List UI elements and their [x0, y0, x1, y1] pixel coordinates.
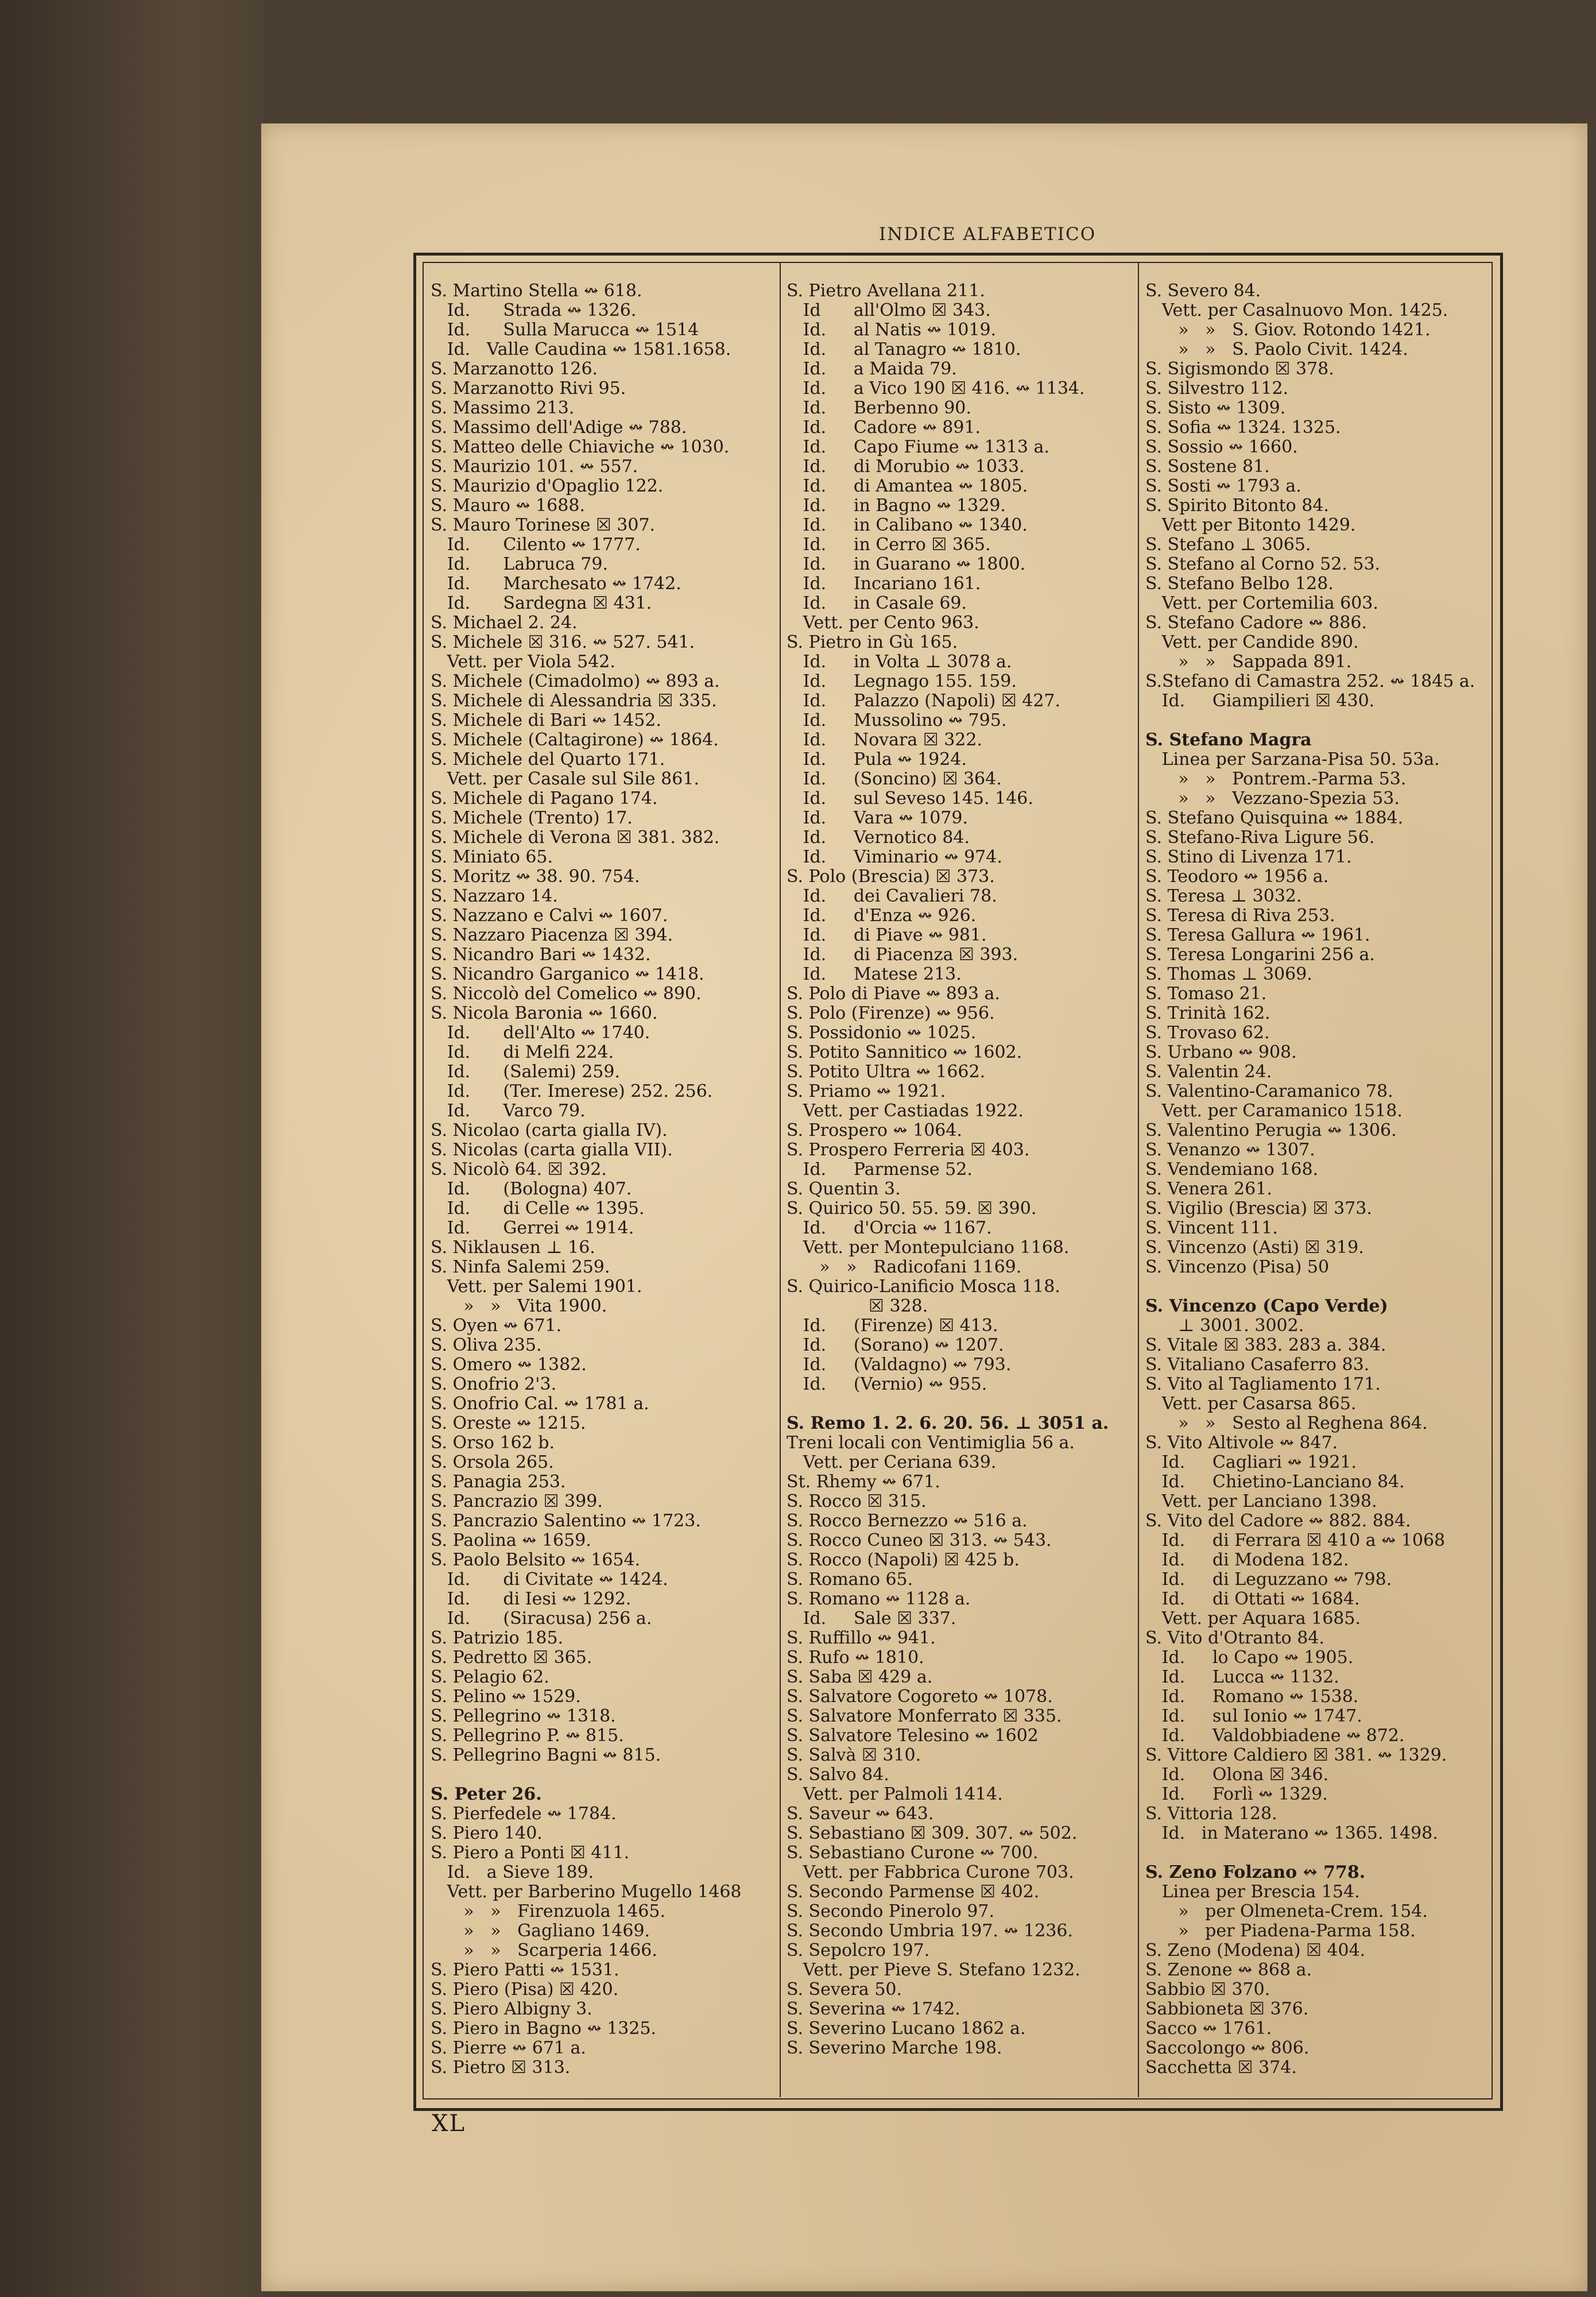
index-entry: Sacchetta ☒ 374. [1145, 2058, 1297, 2078]
index-entry: Vett. per Aquara 1685. [1145, 1608, 1361, 1629]
index-entry: S. Paolo Belsito ↭ 1654. [431, 1550, 641, 1570]
index-entry: S. Panagia 253. [431, 1472, 566, 1492]
index-entry: S. Omero ↭ 1382. [431, 1355, 587, 1375]
index-entry: S. Rufo ↭ 1810. [787, 1648, 924, 1668]
index-entry: S. Vittore Caldiero ☒ 381. ↭ 1329. [1145, 1745, 1447, 1765]
index-entry: Id. Legnago 155. 159. [787, 671, 1017, 691]
index-entry: S. Pellegrino ↭ 1318. [431, 1706, 616, 1726]
index-entry: S. Silvestro 112. [1145, 378, 1289, 399]
index-entry: S. Vitaliano Casaferro 83. [1145, 1355, 1370, 1375]
index-entry: S. Teresa di Riva 253. [1145, 906, 1335, 926]
index-column-3 [1145, 281, 1490, 2078]
index-entry: S. Severino Marche 198. [787, 2038, 1002, 2058]
index-entry: S. Piero Albigny 3. [431, 1999, 592, 2019]
index-entry: S. Vito Altivole ↭ 847. [1145, 1433, 1338, 1453]
index-entry: S. Maurizio 101. ↭ 557. [431, 457, 638, 477]
index-entry: » » Scarperia 1466. [431, 1940, 657, 1960]
index-entry: Vett. per Fabbrica Curone 703. [787, 1862, 1074, 1882]
index-entry: Id. Novara ☒ 322. [787, 730, 983, 750]
index-entry: Id. in Bagno ↭ 1329. [787, 496, 1006, 516]
index-entry: S. Vincent 111. [1145, 1218, 1278, 1238]
index-entry: S. Thomas ⊥ 3069. [1145, 964, 1312, 984]
index-entry: Id. Matese 213. [787, 964, 962, 984]
index-entry: » » Sesto al Reghena 864. [1145, 1413, 1428, 1433]
index-entry: S. Remo 1. 2. 6. 20. 56. ⊥ 3051 a. [787, 1413, 1109, 1433]
index-entry: S. Rocco Cuneo ☒ 313. ↭ 543. [787, 1530, 1052, 1550]
index-entry: S. Rocco ☒ 315. [787, 1491, 927, 1511]
index-entry: S. Miniato 65. [431, 847, 553, 867]
index-entry: Id. Pula ↭ 1924. [787, 749, 967, 769]
index-entry: Id. di Civitate ↭ 1424. [431, 1569, 668, 1590]
index-entry: Id. di Celle ↭ 1395. [431, 1198, 645, 1219]
index-entry: S. Niklausen ⊥ 16. [431, 1238, 595, 1258]
index-entry: Id. (Firenze) ☒ 413. [787, 1316, 998, 1336]
index-entry: S. Martino Stella ↭ 618. [431, 281, 642, 301]
index-column-2 [787, 281, 1131, 2058]
index-entry: Vett. per Casale sul Sile 861. [431, 769, 699, 789]
index-entry: S. Romano 65. [787, 1569, 913, 1590]
index-entry: S. Massimo 213. [431, 398, 575, 418]
index-entry: » » Gagliano 1469. [431, 1921, 650, 1941]
index-entry: S. Valentin 24. [1145, 1062, 1272, 1082]
index-entry: Id. Valdobbiadene ↭ 872. [1145, 1726, 1405, 1746]
index-entry: Vett. per Casarsa 865. [1145, 1394, 1357, 1414]
index-entry: S. Stefano ⊥ 3065. [1145, 535, 1311, 555]
index-entry: S. Pedretto ☒ 365. [431, 1648, 592, 1668]
index-entry [431, 1765, 775, 1785]
index-entry: Id. sul Seveso 145. 146. [787, 788, 1033, 809]
index-entry: S. Oyen ↭ 671. [431, 1316, 562, 1336]
index-entry [1145, 711, 1490, 730]
index-entry: S. Vigilio (Brescia) ☒ 373. [1145, 1198, 1372, 1219]
index-entry: Id. (Ter. Imerese) 252. 256. [431, 1081, 713, 1101]
index-entry [1145, 1277, 1490, 1297]
index-entry: Id. Cadore ↭ 891. [787, 417, 981, 438]
index-entry: S. Salvà ☒ 310. [787, 1745, 921, 1765]
index-entry: Id. (Salemi) 259. [431, 1062, 620, 1082]
index-entry: S. Ruffillo ↭ 941. [787, 1628, 936, 1648]
index-entry: S. Quentin 3. [787, 1179, 901, 1199]
index-entry: S. Venera 261. [1145, 1179, 1272, 1199]
index-entry: Id. Olona ☒ 346. [1145, 1765, 1329, 1785]
background-binding [0, 0, 264, 2297]
index-entry: S. Stino di Livenza 171. [1145, 847, 1352, 867]
index-entry: S. Possidonio ↭ 1025. [787, 1023, 977, 1043]
index-entry: Id. Valle Caudina ↭ 1581.1658. [431, 339, 731, 359]
index-entry: S. Zenone ↭ 868 a. [1145, 1960, 1312, 1980]
index-entry: S. Prospero Ferreria ☒ 403. [787, 1140, 1030, 1160]
index-entry: S. Sofia ↭ 1324. 1325. [1145, 417, 1341, 438]
index-entry: S. Nazzaro 14. [431, 886, 558, 906]
index-entry: Id. (Valdagno) ↭ 793. [787, 1355, 1012, 1375]
index-entry: Vett. per Cento 963. [787, 613, 979, 633]
index-entry: S. Vitale ☒ 383. 283 a. 384. [1145, 1335, 1386, 1355]
index-entry: S. Spirito Bitonto 84. [1145, 496, 1329, 516]
index-entry: » » Firenzuola 1465. [431, 1901, 666, 1921]
index-entry: S. Michele (Cimadolmo) ↭ 893 a. [431, 671, 720, 691]
index-entry: S. Matteo delle Chiaviche ↭ 1030. [431, 437, 730, 457]
index-entry: Vett. per Barberino Mugello 1468 [431, 1882, 742, 1902]
index-entry: Id. Viminario ↭ 974. [787, 847, 1002, 867]
index-entry: S. Sebastiano Curone ↭ 700. [787, 1843, 1039, 1863]
index-entry: S. Salvo 84. [787, 1765, 889, 1785]
index-entry: Id. di Modena 182. [1145, 1550, 1349, 1570]
index-entry: S. Pierre ↭ 671 a. [431, 2038, 586, 2058]
index-entry: S. Severina ↭ 1742. [787, 1999, 960, 2019]
index-entry: S. Sebastiano ☒ 309. 307. ↭ 502. [787, 1823, 1078, 1843]
index-entry: Id. Labruca 79. [431, 554, 609, 574]
index-entry: S. Venanzo ↭ 1307. [1145, 1140, 1315, 1160]
index-entry: S. Nicolao (carta gialla IV). [431, 1120, 668, 1140]
index-entry: S. Pierfedele ↭ 1784. [431, 1804, 617, 1824]
index-entry: Vett. per Viola 542. [431, 652, 615, 672]
index-entry: Vett. per Candide 890. [1145, 632, 1359, 652]
index-entry: Id. di Amantea ↭ 1805. [787, 476, 1028, 496]
index-entry: Id. a Sieve 189. [431, 1862, 594, 1882]
index-entry: S. Tomaso 21. [1145, 984, 1267, 1004]
index-entry: Linea per Sarzana-Pisa 50. 53a. [1145, 749, 1440, 769]
index-entry: S. Piero a Ponti ☒ 411. [431, 1843, 630, 1863]
index-entry: S. Pancrazio ☒ 399. [431, 1491, 603, 1511]
column-divider-2 [1138, 262, 1139, 2097]
index-entry: Id. Cilento ↭ 1777. [431, 535, 641, 555]
index-entry: Vett. per Montepulciano 1168. [787, 1238, 1070, 1258]
index-entry: S. Potito Ultra ↭ 1662. [787, 1062, 986, 1082]
index-entry: S. Teresa Longarini 256 a. [1145, 945, 1375, 965]
index-entry: S. Ninfa Salemi 259. [431, 1257, 610, 1277]
index-entry: S. Secondo Parmense ☒ 402. [787, 1882, 1040, 1902]
index-entry: S. Prospero ↭ 1064. [787, 1120, 962, 1140]
index-entry: S. Paolina ↭ 1659. [431, 1530, 591, 1550]
index-entry: Id. Capo Fiume ↭ 1313 a. [787, 437, 1049, 457]
index-entry: Id. Gerrei ↭ 1914. [431, 1218, 634, 1238]
index-entry: Id. Giampilieri ☒ 430. [1145, 691, 1375, 711]
index-entry: S. Onofrio Cal. ↭ 1781 a. [431, 1394, 649, 1414]
index-entry: Id. Sale ☒ 337. [787, 1608, 956, 1629]
index-entry: S. Sossio ↭ 1660. [1145, 437, 1298, 457]
index-entry: S. Pietro in Gù 165. [787, 632, 958, 652]
index-entry: Sabbio ☒ 370. [1145, 1979, 1270, 2000]
index-entry: S. Sigismondo ☒ 378. [1145, 359, 1334, 379]
index-entry: S. Michele del Quarto 171. [431, 749, 665, 769]
index-entry: S. Peter 26. [431, 1784, 542, 1804]
page-number: XL [432, 2110, 466, 2137]
index-entry: Id. in Materano ↭ 1365. 1498. [1145, 1823, 1438, 1843]
index-entry: Id. Varco 79. [431, 1101, 586, 1121]
index-entry: S. Polo (Brescia) ☒ 373. [787, 867, 995, 887]
index-entry: Id. di Iesi ↭ 1292. [431, 1589, 632, 1609]
index-entry: S. Nazzano e Calvi ↭ 1607. [431, 906, 668, 926]
index-entry: S. Potito Sannitico ↭ 1602. [787, 1042, 1022, 1062]
index-entry: Id. in Calibano ↭ 1340. [787, 515, 1028, 535]
index-entry: » » Vezzano-Spezia 53. [1145, 788, 1400, 809]
index-entry: Vett. per Casalnuovo Mon. 1425. [1145, 300, 1448, 320]
index-entry: S. Pietro Avellana 211. [787, 281, 985, 301]
index-entry: Treni locali con Ventimiglia 56 a. [787, 1433, 1075, 1453]
index-entry: S. Vito d'Otranto 84. [1145, 1628, 1324, 1648]
index-entry: Vett. per Cortemilia 603. [1145, 593, 1378, 613]
index-entry: Sacco ↭ 1761. [1145, 2018, 1272, 2039]
index-entry: S. Salvatore Telesino ↭ 1602 [787, 1726, 1039, 1746]
index-entry: S. Vito del Cadore ↭ 882. 884. [1145, 1511, 1411, 1531]
index-column-1 [431, 281, 775, 2078]
index-entry: S. Nazzaro Piacenza ☒ 394. [431, 925, 673, 945]
index-entry: S. Sostene 81. [1145, 457, 1270, 477]
index-entry: Id. Sardegna ☒ 431. [431, 593, 652, 613]
index-entry: » » Sappada 891. [1145, 652, 1352, 672]
index-entry: S. Michele (Caltagirone) ↭ 1864. [431, 730, 719, 750]
index-entry: S. Piero Patti ↭ 1531. [431, 1960, 619, 1980]
index-entry: S. Michele ☒ 316. ↭ 527. 541. [431, 632, 695, 652]
index-entry: S. Urbano ↭ 908. [1145, 1042, 1297, 1062]
index-entry: Id. Vernotico 84. [787, 827, 970, 848]
index-entry: S. Salvatore Cogoreto ↭ 1078. [787, 1687, 1053, 1707]
index-entry: S. Nicandro Garganico ↭ 1418. [431, 964, 704, 984]
index-entry: S. Stefano Quisquina ↭ 1884. [1145, 808, 1404, 828]
index-entry: Id. di Ferrara ☒ 410 a ↭ 1068 [1145, 1530, 1446, 1550]
index-entry: S. Maurizio d'Opaglio 122. [431, 476, 664, 496]
index-entry: S. Marzanotto 126. [431, 359, 598, 379]
index-entry: S. Severo 84. [1145, 281, 1261, 301]
index-entry: S. Oreste ↭ 1215. [431, 1413, 586, 1433]
index-entry: Id. dei Cavalieri 78. [787, 886, 997, 906]
index-entry: S. Vincenzo (Asti) ☒ 319. [1145, 1238, 1364, 1258]
index-entry: S. Vendemiano 168. [1145, 1159, 1319, 1180]
index-entry: S. Nicola Baronia ↭ 1660. [431, 1003, 658, 1023]
index-entry: S. Michele di Verona ☒ 381. 382. [431, 827, 720, 848]
index-entry: S. Vincenzo (Pisa) 50 [1145, 1257, 1330, 1277]
index-entry: Id. Vara ↭ 1079. [787, 808, 968, 828]
index-entry: S. Vincenzo (Capo Verde) [1145, 1296, 1388, 1316]
index-entry: Id. Berbenno 90. [787, 398, 971, 418]
index-entry: » » Radicofani 1169. [787, 1257, 1022, 1277]
index-entry: Vett. per Salemi 1901. [431, 1277, 642, 1297]
index-entry: S. Orsola 265. [431, 1452, 554, 1472]
index-entry: Linea per Brescia 154. [1145, 1882, 1360, 1902]
index-entry: Saccolongo ↭ 806. [1145, 2038, 1310, 2058]
page-header: INDICE ALFABETICO [878, 224, 1097, 245]
index-entry: S. Michael 2. 24. [431, 613, 578, 633]
index-entry: Id. a Maida 79. [787, 359, 957, 379]
index-entry: S. Zeno Folzano ↭ 778. [1145, 1862, 1366, 1882]
index-entry: Id. in Cerro ☒ 365. [787, 535, 991, 555]
index-entry: Id. Palazzo (Napoli) ☒ 427. [787, 691, 1061, 711]
index-entry: S. Michele di Pagano 174. [431, 788, 658, 809]
index-entry: » » Pontrem.-Parma 53. [1145, 769, 1407, 789]
index-entry [1145, 1843, 1490, 1863]
index-entry: Id. Strada ↭ 1326. [431, 300, 637, 320]
index-entry: S. Pelagio 62. [431, 1667, 549, 1687]
index-entry: » per Olmeneta-Crem. 154. [1145, 1901, 1428, 1921]
index-entry: Vett. per Pieve S. Stefano 1232. [787, 1960, 1080, 1980]
index-entry: Id. in Guarano ↭ 1800. [787, 554, 1026, 574]
index-entry: » per Piadena-Parma 158. [1145, 1921, 1416, 1941]
index-entry: Vett. per Caramanico 1518. [1145, 1101, 1403, 1121]
index-entry: Id. di Ottati ↭ 1684. [1145, 1589, 1360, 1609]
index-entry: S. Stefano Cadore ↭ 886. [1145, 613, 1368, 633]
index-entry: S. Romano ↭ 1128 a. [787, 1589, 971, 1609]
index-entry: Id. a Vico 190 ☒ 416. ↭ 1134. [787, 378, 1085, 399]
index-entry: S. Vittoria 128. [1145, 1804, 1277, 1824]
index-entry: » » S. Giov. Rotondo 1421. [1145, 320, 1431, 340]
index-entry: S. Piero (Pisa) ☒ 420. [431, 1979, 619, 2000]
index-entry: S. Rocco (Napoli) ☒ 425 b. [787, 1550, 1020, 1570]
index-entry: S. Stefano Belbo 128. [1145, 574, 1334, 594]
index-entry: S. Mauro Torinese ☒ 307. [431, 515, 656, 535]
index-entry: S. Secondo Umbria 197. ↭ 1236. [787, 1921, 1074, 1941]
index-entry: Id. Marchesato ↭ 1742. [431, 574, 681, 594]
index-entry: S. Stefano Magra [1145, 730, 1312, 750]
index-entry: S. Severa 50. [787, 1979, 902, 2000]
index-entry: S. Marzanotto Rivi 95. [431, 378, 626, 399]
index-entry: Vett per Bitonto 1429. [1145, 515, 1356, 535]
index-entry: S. Onofrio 2'3. [431, 1374, 557, 1394]
index-entry: Id. (Siracusa) 256 a. [431, 1608, 652, 1629]
index-entry: Id. al Tanagro ↭ 1810. [787, 339, 1021, 359]
index-entry: S. Patrizio 185. [431, 1628, 564, 1648]
index-entry: S. Valentino Perugia ↭ 1306. [1145, 1120, 1397, 1140]
index-entry: Id. Forlì ↭ 1329. [1145, 1784, 1328, 1804]
index-entry: S. Teresa ⊥ 3032. [1145, 886, 1302, 906]
index-entry: S. Saba ☒ 429 a. [787, 1667, 933, 1687]
index-entry: S. Secondo Pinerolo 97. [787, 1901, 995, 1921]
index-entry: Vett. per Lanciano 1398. [1145, 1491, 1377, 1511]
index-entry: Id. di Leguzzano ↭ 798. [1145, 1569, 1392, 1590]
index-entry: Id. d'Enza ↭ 926. [787, 906, 977, 926]
index-entry: S. Nicandro Bari ↭ 1432. [431, 945, 651, 965]
index-entry: Vett. per Ceriana 639. [787, 1452, 997, 1472]
index-entry: S. Stefano-Riva Ligure 56. [1145, 827, 1375, 848]
index-entry: S. Teresa Gallura ↭ 1961. [1145, 925, 1370, 945]
index-entry: Id. sul Ionio ↭ 1747. [1145, 1706, 1362, 1726]
index-entry: Id. al Natis ↭ 1019. [787, 320, 997, 340]
index-entry: S. Polo di Piave ↭ 893 a. [787, 984, 1000, 1004]
index-entry: S. Sosti ↭ 1793 a. [1145, 476, 1301, 496]
index-entry: S. Salvatore Monferrato ☒ 335. [787, 1706, 1062, 1726]
index-entry: S. Quirico-Lanificio Mosca 118. [787, 1277, 1060, 1297]
index-entry: Id. in Casale 69. [787, 593, 967, 613]
index-entry: S. Priamo ↭ 1921. [787, 1081, 946, 1101]
index-entry: S. Saveur ↭ 643. [787, 1804, 934, 1824]
index-entry: Id. lo Capo ↭ 1905. [1145, 1648, 1354, 1668]
index-entry: S. Pellegrino P. ↭ 815. [431, 1726, 624, 1746]
index-entry: » » Vita 1900. [431, 1296, 607, 1316]
index-entry: Id. d'Orcia ↭ 1167. [787, 1218, 992, 1238]
index-entry: S.Stefano di Camastra 252. ↭ 1845 a. [1145, 671, 1475, 691]
index-entry: S. Orso 162 b. [431, 1433, 555, 1453]
index-entry: Id. di Melfi 224. [431, 1042, 614, 1062]
index-entry: S. Pancrazio Salentino ↭ 1723. [431, 1511, 701, 1531]
index-entry: S. Michele (Trento) 17. [431, 808, 633, 828]
index-entry: Id. di Piave ↭ 981. [787, 925, 987, 945]
index-entry: S. Valentino-Caramanico 78. [1145, 1081, 1393, 1101]
index-entry: S. Nicolas (carta gialla VII). [431, 1140, 673, 1160]
index-entry: S. Sisto ↭ 1309. [1145, 398, 1286, 418]
index-entry: Id. (Vernio) ↭ 955. [787, 1374, 987, 1394]
index-entry: St. Rhemy ↭ 671. [787, 1472, 940, 1492]
index-entry: ☒ 328. [787, 1296, 928, 1316]
index-entry: S. Pellegrino Bagni ↭ 815. [431, 1745, 661, 1765]
index-entry: Id. Sulla Marucca ↭ 1514 [431, 320, 699, 340]
index-entry: S. Vito al Tagliamento 171. [1145, 1374, 1381, 1394]
index-entry: S. Michele di Alessandria ☒ 335. [431, 691, 717, 711]
index-entry: S. Stefano al Corno 52. 53. [1145, 554, 1381, 574]
index-entry: S. Severino Lucano 1862 a. [787, 2018, 1026, 2039]
index-entry: Id. Parmense 52. [787, 1159, 973, 1180]
index-entry: S. Teodoro ↭ 1956 a. [1145, 867, 1329, 887]
index-entry: Id. in Volta ⊥ 3078 a. [787, 652, 1012, 672]
index-entry: S. Nicolò 64. ☒ 392. [431, 1159, 607, 1180]
index-entry: S. Piero 140. [431, 1823, 543, 1843]
index-entry: S. Rocco Bernezzo ↭ 516 a. [787, 1511, 1028, 1531]
index-entry: Vett. per Palmoli 1414. [787, 1784, 1003, 1804]
index-entry: Id. Chietino-Lanciano 84. [1145, 1472, 1405, 1492]
index-entry: S. Mauro ↭ 1688. [431, 496, 585, 516]
index-entry: Id. (Soncino) ☒ 364. [787, 769, 1002, 789]
index-entry: Id. (Sorano) ↭ 1207. [787, 1335, 1004, 1355]
index-entry: Sabbioneta ☒ 376. [1145, 1999, 1309, 2019]
index-entry: Id. (Bologna) 407. [431, 1179, 632, 1199]
index-entry: Id. dell'Alto ↭ 1740. [431, 1023, 650, 1043]
index-entry: S. Pietro ☒ 313. [431, 2058, 571, 2078]
index-entry: S. Niccolò del Comelico ↭ 890. [431, 984, 702, 1004]
index-entry: S. Sepolcro 197. [787, 1940, 930, 1960]
index-entry: S. Trovaso 62. [1145, 1023, 1270, 1043]
index-entry: S. Massimo dell'Adige ↭ 788. [431, 417, 687, 438]
index-entry: Id. di Morubio ↭ 1033. [787, 457, 1025, 477]
index-entry: S. Michele di Bari ↭ 1452. [431, 710, 661, 730]
index-entry: Id. Mussolino ↭ 795. [787, 710, 1007, 730]
index-entry [787, 1394, 1131, 1414]
index-entry: S. Oliva 235. [431, 1335, 542, 1355]
index-entry: S. Piero in Bagno ↭ 1325. [431, 2018, 657, 2039]
index-entry: S. Polo (Firenze) ↭ 956. [787, 1003, 995, 1023]
index-entry: Id. Romano ↭ 1538. [1145, 1687, 1359, 1707]
index-entry: Id all'Olmo ☒ 343. [787, 300, 991, 320]
index-entry: Vett. per Castiadas 1922. [787, 1101, 1024, 1121]
index-entry: S. Trinità 162. [1145, 1003, 1270, 1023]
index-entry: S. Moritz ↭ 38. 90. 754. [431, 867, 640, 887]
index-entry: » » S. Paolo Civit. 1424. [1145, 339, 1408, 359]
index-entry: Id. di Piacenza ☒ 393. [787, 945, 1018, 965]
index-entry: S. Pelino ↭ 1529. [431, 1687, 581, 1707]
index-entry: S. Zeno (Modena) ☒ 404. [1145, 1940, 1366, 1960]
index-entry: S. Quirico 50. 55. 59. ☒ 390. [787, 1198, 1037, 1219]
index-entry: ⊥ 3001. 3002. [1145, 1316, 1304, 1336]
column-divider-1 [780, 262, 781, 2097]
index-entry: Id. Lucca ↭ 1132. [1145, 1667, 1339, 1687]
index-entry: Id. Incariano 161. [787, 574, 981, 594]
index-entry: Id. Cagliari ↭ 1921. [1145, 1452, 1357, 1472]
